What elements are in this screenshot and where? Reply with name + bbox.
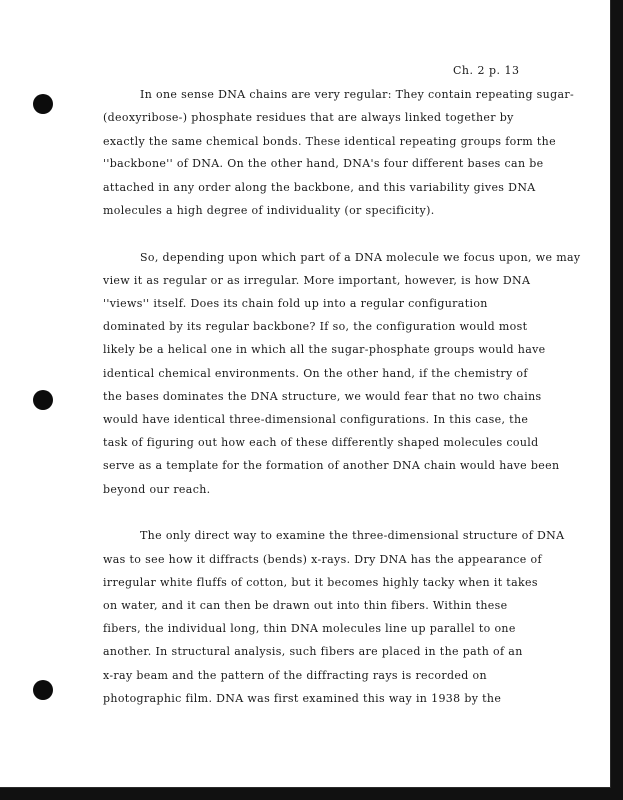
text-line: was to see how it diffracts (bends) x-rays. Dry DNA has the appearance of [103, 553, 542, 566]
text-line: ''backbone'' of DNA. On the other hand, DNA's four different bases can be [103, 157, 544, 170]
text-line: beyond our reach. [103, 483, 211, 496]
text-line: identical chemical environments. On the other hand, if the chemistry of [103, 367, 528, 380]
text-line: molecules a high degree of individuality (or specificity). [103, 204, 435, 217]
text-line: likely be a helical one in which all the sugar-phosphate groups would have [103, 343, 546, 356]
text-line: would have identical three-dimensional configurations. In this case, the [103, 413, 529, 426]
text-line: another. In structural analysis, such fibers are placed in the path of an [103, 645, 523, 658]
text-line: dominated by its regular backbone? If so, the configuration would most [103, 320, 528, 333]
text-line: photographic film. DNA was first examined this way in 1938 by the [103, 692, 502, 705]
binder-hole-bottom [33, 680, 53, 700]
text-line: irregular white fluffs of cotton, but it becomes highly tacky when it takes [103, 576, 538, 589]
text-line: So, depending upon which part of a DNA molecule we focus upon, we may [140, 251, 581, 264]
binder-hole-middle [33, 390, 53, 410]
text-line: serve as a template for the formation of another DNA chain would have been [103, 459, 560, 472]
page-header: Ch. 2 p. 13 [453, 64, 520, 77]
text-line: task of figuring out how each of these differently shaped molecules could [103, 436, 539, 449]
text-line: view it as regular or as irregular. More important, however, is how DNA [103, 274, 531, 287]
text-line: exactly the same chemical bonds. These identical repeating groups form the [103, 135, 556, 148]
text-line: on water, and it can then be drawn out into thin fibers. Within these [103, 599, 508, 612]
text-line: the bases dominates the DNA structure, we would fear that no two chains [103, 390, 542, 403]
text-line: The only direct way to examine the three-dimensional structure of DNA [140, 529, 565, 542]
text-line: x-ray beam and the pattern of the diffracting rays is recorded on [103, 669, 487, 682]
text-line: (deoxyribose-) phosphate residues that are always linked together by [103, 111, 514, 124]
binder-hole-top [33, 94, 53, 114]
text-line: attached in any order along the backbone, and this variability gives DNA [103, 181, 536, 194]
text-line: fibers, the individual long, thin DNA molecules line up parallel to one [103, 622, 516, 635]
text-line: In one sense DNA chains are very regular: They contain repeating sugar- [140, 88, 575, 101]
text-line: ''views'' itself. Does its chain fold up into a regular configuration [103, 297, 488, 310]
